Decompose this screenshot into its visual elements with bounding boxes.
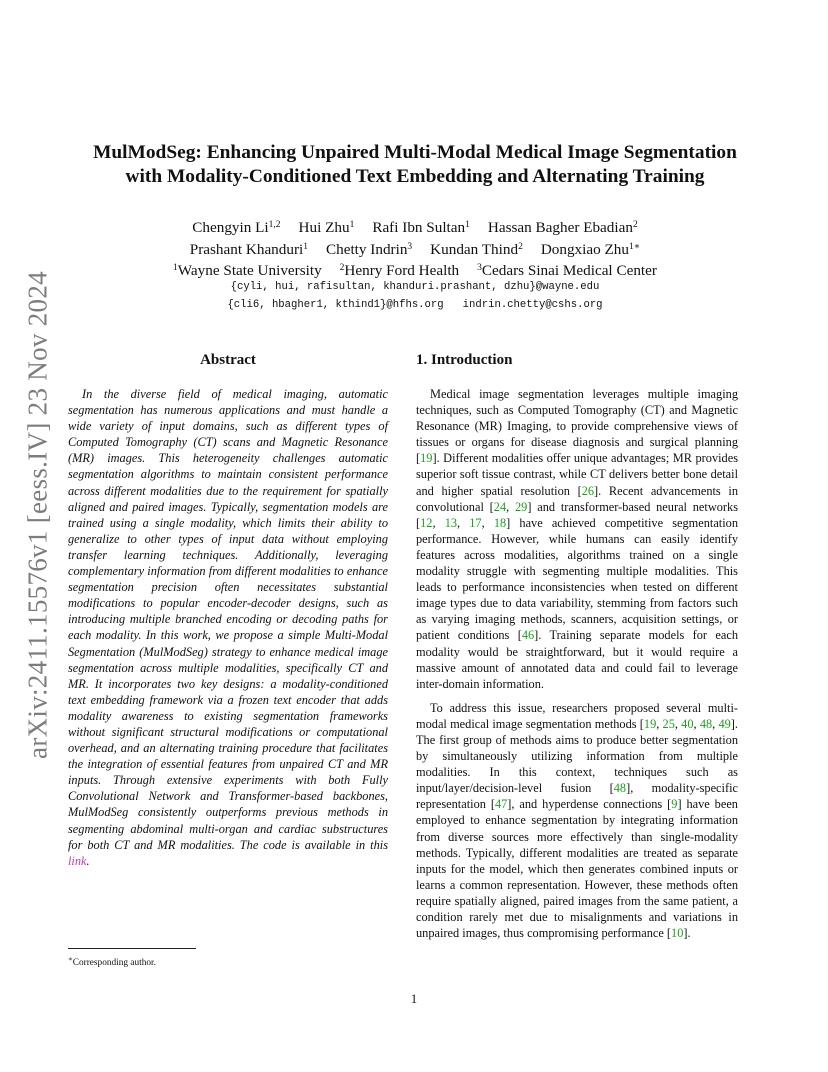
affiliation-mark: 3 bbox=[477, 263, 482, 273]
paragraph-text: Medical image segmentation leverages multiple imaging techniques, such as Computed Tomography (CT) and Magnetic Resonance (MR) Imaging, to provide comprehensive views of tissues or organs for disease diagnosis and surgical planning [ bbox=[416, 387, 738, 466]
citation-link[interactable]: 18 bbox=[493, 515, 507, 530]
intro-paragraph-2 bbox=[416, 700, 738, 941]
citation-link[interactable]: 48 bbox=[613, 781, 627, 796]
author-name: Prashant Khanduri$^1$ bbox=[189, 240, 308, 258]
author-block bbox=[60, 217, 770, 282]
citation-link[interactable]: 19 bbox=[643, 716, 657, 731]
footnote-rule bbox=[68, 948, 196, 949]
author-line-2 bbox=[60, 239, 770, 261]
citation-link[interactable]: 10 bbox=[671, 926, 684, 941]
author-name: Chetty Indrin$^3$ bbox=[326, 240, 413, 258]
intro-heading: 1. Introduction bbox=[416, 352, 513, 368]
paragraph-text: ] have achieved competitive segmentation performance. However, while humans can easily identify features across modalities, algorithms trained on a single modality struggle with segmenting multiple modalities. This leads to performance inconsistencies when tested on different image types due to data variability, stemming from factors such as varying imaging methods, scanners, acquisition settings, or patient conditions [ bbox=[416, 515, 739, 643]
author-name: Kundan Thind$^2$ bbox=[430, 240, 523, 258]
arxiv-stamp-text: arXiv:2411.15576v1 [eess.IV] 23 Nov 2024 bbox=[22, 271, 53, 759]
abstract-body: In the diverse field of medical imaging, automatic segmentation has numerous applications and must handle a wide variety of input domains, such as different types of Computed Tomography (CT) scans and Magnetic Resonance (MR) images. This heterogeneity challenges automatic segmentation algorithms to maintain consistent performance across different modalities due to the requirement for spatially aligned and paired images. Typically, segmentation models are trained using a single modality, which limits their ability to generalize to other types of input data without employing transfer learning techniques. Additionally, leveraging complementary information from different modalities to enhance segmentation precision often necessitates substantial modifications to popular encoder-decoder designs, such as introducing multiple branched encoding or decoding paths for each modality. In this work, we propose a simple Multi-Modal Segmentation (MulModSeg) strategy to enhance medical image segmentation across multiple modalities, specifically CT and MR. It incorporates two key designs: a modality-conditioned text embedding framework via a frozen text encoder that adds modality awareness to existing segmentation frameworks without significant structural modifications or computational overhead, and an alternating training procedure that facilitates the integration of essential features from unpaired CT and MR inputs. Through extensive experiments with both Fully Convolutional Network and Transformer-based backbones, MulModSeg consistently outperforms previous methods in segmenting abdominal multi-organ and cardiac substructures for both CT and MR modalities. The code is available in this bbox=[68, 387, 388, 852]
title-line-2: with Modality-Conditioned Text Embedding and Alternating Training bbox=[125, 166, 705, 187]
author-name: Chengyin Li$^{1,2}$ bbox=[192, 219, 281, 236]
paragraph-text: , bbox=[712, 716, 719, 731]
author-affiliation-mark: 1,2 bbox=[268, 220, 281, 230]
citation-link[interactable]: 25 bbox=[662, 716, 675, 731]
arxiv-stamp bbox=[18, 271, 58, 759]
paragraph-text: , bbox=[693, 716, 700, 731]
citation-link[interactable]: 46 bbox=[521, 628, 535, 643]
paragraph-text: , bbox=[432, 515, 445, 530]
citation-link[interactable]: 13 bbox=[444, 515, 458, 530]
author-affiliation-mark: 1∗ bbox=[628, 241, 641, 252]
paragraph-text: ] have been employed to enhance segmentation by integrating information from diverse sources more effectively than single-modality methods. Typically, different modalities are treated as separate inputs for the model, which then generates combined inputs or learns a common representation. However, these methods often require spatially aligned, paired images from the same patient, a condition rarely met due to misalignments and variations in unpaired images, thus compromising performance [ bbox=[416, 797, 738, 941]
footnote-text: Corresponding author. bbox=[72, 958, 156, 969]
paragraph-text: ]. bbox=[683, 926, 691, 941]
paragraph-text: ]. The first group of methods aims to produce better segmentation by simultaneously utilizing information from multiple modalities. In this context, techniques such as input/layer/decision-level fusion [ bbox=[416, 716, 738, 796]
paragraph-text: , bbox=[481, 515, 494, 530]
citation-link[interactable]: 49 bbox=[718, 716, 731, 731]
author-name: Hassan Bagher Ebadian$^2$ bbox=[487, 219, 638, 236]
footnote bbox=[68, 953, 156, 969]
citation-link[interactable]: 26 bbox=[581, 483, 595, 498]
email-block bbox=[60, 278, 770, 314]
paragraph-text: , bbox=[674, 716, 682, 731]
author-affiliation-mark: 1 bbox=[349, 220, 355, 230]
paragraph-text: ]. Recent advancements in convolutional [ bbox=[416, 483, 738, 514]
intro-column bbox=[416, 350, 738, 949]
affiliation-name: Henry Ford Health bbox=[344, 262, 460, 279]
abstract-heading: Abstract bbox=[200, 352, 256, 368]
affiliation-mark: 2 bbox=[339, 263, 345, 273]
email-line-2: {cli6, hbagher1, kthind1}@hfhs.org indrin.chetty@cshs.org bbox=[227, 299, 603, 311]
citation-link[interactable]: 29 bbox=[514, 499, 528, 514]
author-affiliation-mark: 1 bbox=[465, 220, 470, 230]
title-line-1: MulModSeg: Enhancing Unpaired Multi-Modal Medical Image Segmentation bbox=[93, 142, 737, 163]
affiliation bbox=[340, 262, 459, 279]
paragraph-text: ], modality-specific representation [ bbox=[416, 781, 738, 812]
email-line-1: {cyli, hui, rafisultan, khanduri.prashant, dzhu}@wayne.edu bbox=[230, 281, 600, 293]
abstract-text bbox=[68, 386, 388, 869]
paragraph-text: , bbox=[656, 716, 663, 731]
footnote-mark: ∗ bbox=[68, 955, 73, 963]
paragraph-text: ], and hyperdense connections [ bbox=[507, 797, 672, 812]
citation-link[interactable]: 40 bbox=[681, 716, 694, 731]
affiliation bbox=[477, 262, 657, 279]
affiliation-name: Wayne State University bbox=[177, 262, 322, 279]
paragraph-text: , bbox=[506, 499, 515, 514]
affiliation-name: Cedars Sinai Medical Center bbox=[481, 262, 657, 279]
author-affiliation-mark: 2 bbox=[632, 220, 638, 230]
author-affiliation-mark: 1 bbox=[303, 241, 308, 252]
citation-link[interactable]: 48 bbox=[699, 716, 713, 731]
paragraph-text: To address this issue, researchers proposed several multi-modal medical image segmentation methods [ bbox=[416, 700, 738, 731]
paragraph-text: ]. Different modalities offer unique advantages; MR provides superior soft tissue contrast, while CT delivers better bone detail and higher spatial resolution [ bbox=[416, 451, 738, 498]
author-name: Rafi Ibn Sultan$^1$ bbox=[372, 219, 470, 236]
code-link[interactable]: link bbox=[68, 853, 87, 868]
paragraph-text: ] and transformer-based neural networks [ bbox=[416, 499, 739, 530]
intro-paragraph-1 bbox=[416, 386, 738, 692]
author-affiliation-mark: 3 bbox=[407, 241, 413, 252]
page-number: 1 bbox=[410, 992, 418, 1006]
citation-link[interactable]: 24 bbox=[493, 499, 507, 514]
citation-link[interactable]: 12 bbox=[420, 515, 433, 530]
author-name: Hui Zhu$^1$ bbox=[298, 219, 355, 236]
paragraph-text: ]. Training separate models for each modality would be straightforward, but it would require a massive amount of annotated data and could fail to leverage inter-domain information. bbox=[416, 628, 738, 691]
abstract-end: . bbox=[86, 853, 90, 868]
citation-link[interactable]: 17 bbox=[469, 515, 482, 530]
author-line-1 bbox=[60, 217, 770, 239]
author-name: Dongxiao Zhu$^{1∗}$ bbox=[540, 240, 641, 258]
citation-link[interactable]: 47 bbox=[494, 797, 508, 812]
paragraph-text: , bbox=[457, 515, 470, 530]
abstract-column bbox=[68, 350, 388, 869]
author-affiliation-mark: 2 bbox=[518, 241, 523, 252]
affiliation-mark: 1 bbox=[173, 263, 178, 273]
paper-title bbox=[60, 141, 770, 189]
citation-link[interactable]: 19 bbox=[420, 451, 433, 466]
affiliation bbox=[173, 262, 322, 279]
citation-link[interactable]: 9 bbox=[671, 797, 678, 812]
